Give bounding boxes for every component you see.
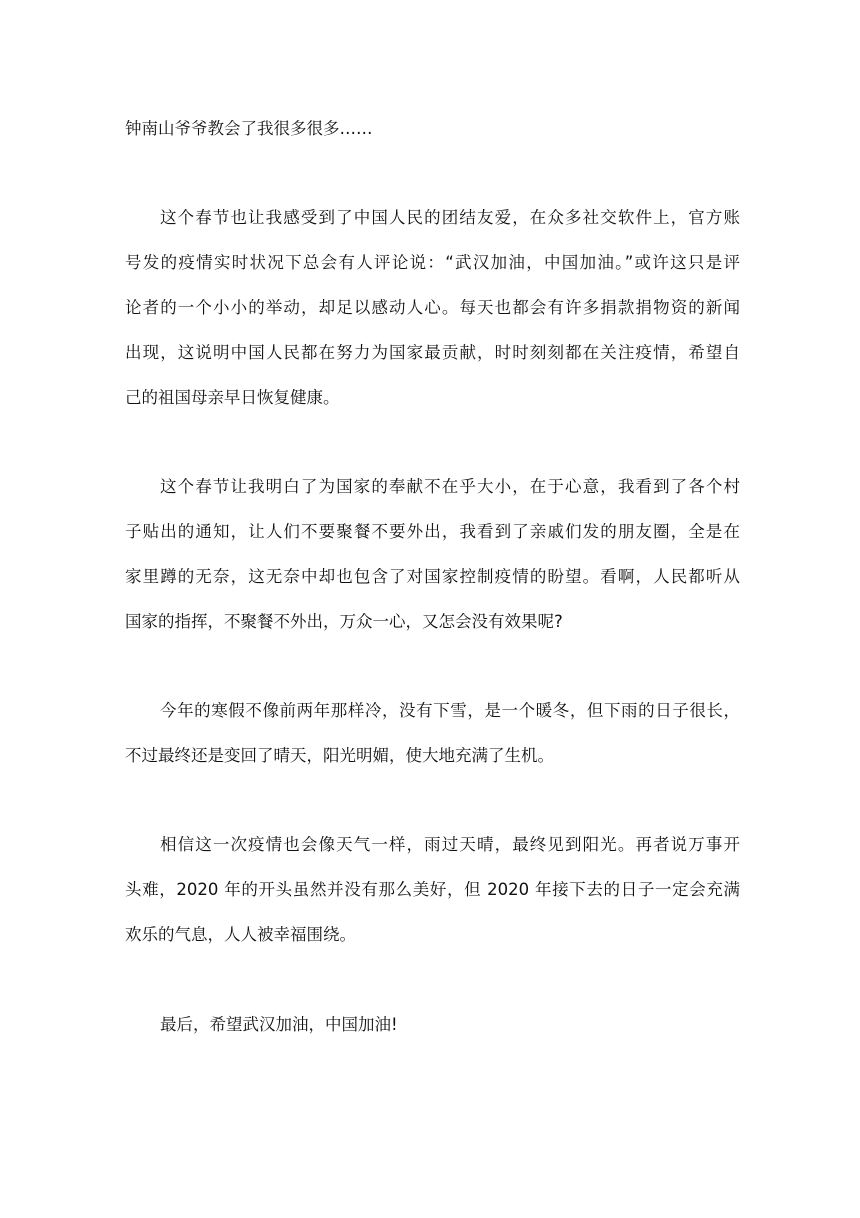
paragraph-2-line-4: 出现，这说明中国人民都在努力为国家最贡献，时时刻刻都在关注疫情，希望自 <box>125 343 740 362</box>
paragraph-4-line-1: 今年的寒假不像前两年那样冷，没有下雪，是一个暖冬，但下雨的日子很长， <box>160 701 740 720</box>
paragraph-4-line-2: 不过最终还是变回了晴天，阳光明媚，使大地充满了生机。 <box>125 746 554 765</box>
paragraph-2-line-3: 论者的一个小小的举动，却足以感动人心。每天也都会有许多捐款捐物资的新闻 <box>125 298 740 317</box>
paragraph-3-line-4: 国家的指挥，不聚餐不外出，万众一心，又怎会没有效果呢? <box>125 612 563 631</box>
paragraph-5-line-2: 头难，2020 年的开头虽然并没有那么美好，但 2020 年接下去的日子一定会充满 <box>125 880 740 899</box>
paragraph-1-line-1: 钟南山爷爷教会了我很多很多…… <box>125 119 373 138</box>
paragraph-5-line-1: 相信这一次疫情也会像天气一样，雨过天晴，最终见到阳光。再者说万事开 <box>160 835 740 854</box>
paragraph-2-line-1: 这个春节也让我感受到了中国人民的团结友爱，在众多社交软件上，官方账 <box>160 208 740 227</box>
paragraph-6-line-1: 最后，希望武汉加油，中国加油! <box>160 1015 398 1034</box>
paragraph-2-line-5: 己的祖国母亲早日恢复健康。 <box>125 388 340 407</box>
paragraph-3-line-3: 家里蹲的无奈，这无奈中却也包含了对国家控制疫情的盼望。看啊，人民都听从 <box>125 567 740 586</box>
paragraph-2-line-2: 号发的疫情实时状况下总会有人评论说：“武汉加油，中国加油。”或许这只是评 <box>125 253 740 272</box>
paragraph-3-line-2: 子贴出的通知，让人们不要聚餐不要外出，我看到了亲戚们发的朋友圈，全是在 <box>125 522 740 541</box>
paragraph-5-line-3: 欢乐的气息，人人被幸福围绕。 <box>125 925 356 944</box>
paragraph-3-line-1: 这个春节让我明白了为国家的奉献不在乎大小，在于心意，我看到了各个村 <box>160 477 740 496</box>
